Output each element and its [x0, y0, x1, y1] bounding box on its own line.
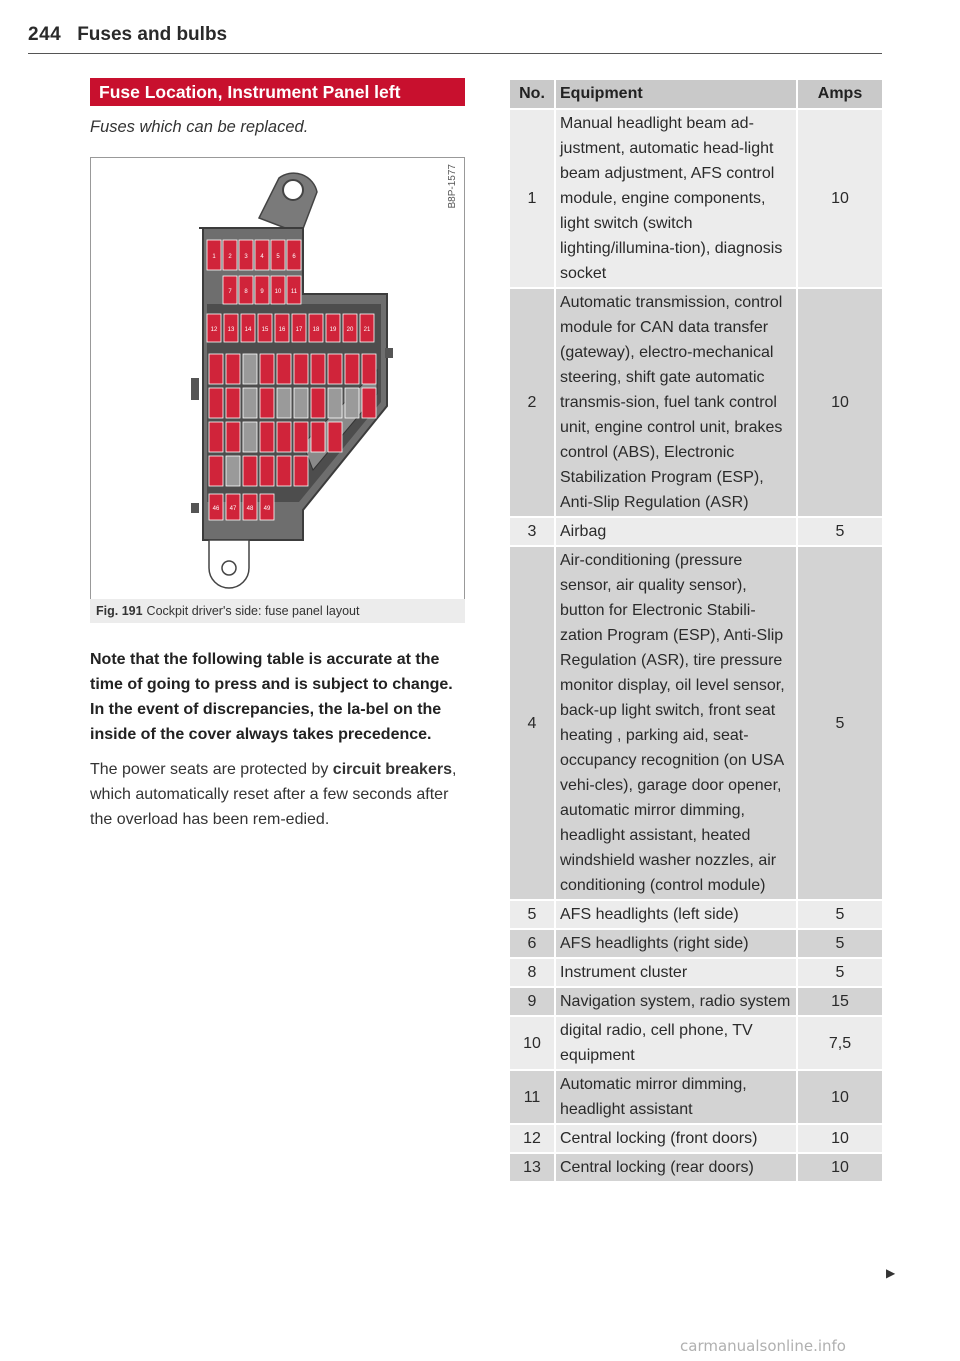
fuse-equipment: Manual headlight beam ad-justment, automatic head-light beam adjustment, AFS control module, engine components, light switch (switch lighting/illumina-tion), diagnosis socket: [554, 110, 796, 287]
fuse-number: 12: [510, 1125, 554, 1152]
table-row: [510, 110, 882, 287]
fuse-label: 49: [263, 506, 271, 512]
continue-arrow-icon: ▶: [886, 1266, 896, 1280]
fuse-slot: [260, 388, 274, 418]
header-equipment: Equipment: [554, 80, 796, 108]
fuse-slot: [311, 422, 325, 452]
fuse-table: [510, 78, 882, 1183]
fuse-label: 20: [346, 327, 354, 333]
fuse-number: 2: [510, 289, 554, 516]
fuse-amps: 7,5: [796, 1017, 882, 1069]
fuse-number: 6: [510, 930, 554, 957]
fuse-equipment: Instrument cluster: [554, 959, 796, 986]
fuse-amps: 5: [796, 959, 882, 986]
left-column: [90, 78, 465, 832]
fuse-number: 3: [510, 518, 554, 545]
section-title: Fuse Location, Instrument Panel left: [90, 78, 465, 106]
fuse-slot: [226, 422, 240, 452]
caption-label: Fig. 191: [96, 604, 143, 618]
table-row: [510, 930, 882, 957]
fuse-number: 4: [510, 547, 554, 899]
fuse-number: 1: [510, 110, 554, 287]
table-header-row: [510, 80, 882, 108]
fuse-label: 9: [260, 289, 264, 295]
fuse-slot: [260, 456, 274, 486]
fuse-slot: [277, 422, 291, 452]
fuse-slot: [362, 388, 376, 418]
fuse-label: 47: [229, 506, 237, 512]
table-row: [510, 289, 882, 516]
mount-hole-top: [283, 180, 303, 200]
fuse-slot: [328, 422, 342, 452]
fuse-slot: [294, 354, 308, 384]
fuse-slot: [260, 422, 274, 452]
fuse-amps: 10: [796, 110, 882, 287]
table-row: [510, 1017, 882, 1069]
fuse-amps: 10: [796, 1125, 882, 1152]
fuse-slot: [243, 354, 257, 384]
fuse-slot: [209, 388, 223, 418]
fuse-slot: [243, 422, 257, 452]
fuse-equipment: AFS headlights (right side): [554, 930, 796, 957]
fuse-slot: [277, 456, 291, 486]
fuse-slot: [294, 388, 308, 418]
page-header: [28, 24, 882, 54]
fuse-slot: [277, 388, 291, 418]
fuse-label: 8: [244, 289, 248, 295]
fuse-slot: [345, 388, 359, 418]
fuse-slot: [260, 354, 274, 384]
fuse-label: 21: [363, 327, 371, 333]
fuse-label: 6: [292, 254, 296, 260]
fuse-slot: [345, 354, 359, 384]
fuse-amps: 10: [796, 1071, 882, 1123]
fuse-panel-diagram: [91, 158, 463, 598]
fuse-slot: [243, 456, 257, 486]
fuse-slot: [226, 354, 240, 384]
fuse-amps: 15: [796, 988, 882, 1015]
table-row: [510, 547, 882, 899]
mount-hole-bottom: [222, 561, 236, 575]
fuse-number: 9: [510, 988, 554, 1015]
fuse-equipment: Automatic transmission, control module for CAN data transfer (gateway), electro-mechanical steering, shift gate automatic transmis-sion, fuel tank control unit, engine control unit, brakes control (ABS), Electronic Stabilization Program (ESP), Anti-Slip Regulation (ASR): [554, 289, 796, 516]
table-row: [510, 988, 882, 1015]
section-subtitle: Fuses which can be replaced.: [90, 118, 309, 136]
fuse-amps: 5: [796, 547, 882, 899]
fuse-label: 19: [329, 327, 337, 333]
fuse-number: 11: [510, 1071, 554, 1123]
fuse-label: 10: [274, 289, 282, 295]
fuse-slot: [328, 354, 342, 384]
chapter-title: Fuses and bulbs: [77, 24, 228, 45]
fuse-label: 2: [228, 254, 232, 260]
circuit-breaker-paragraph: The power seats are protected by circuit breakers, which automatically reset after a few seconds after the overload has been rem-edied.: [90, 761, 457, 828]
fuse-amps: 5: [796, 930, 882, 957]
table-row: [510, 1071, 882, 1123]
fuse-slot: [294, 456, 308, 486]
fuse-slot: [226, 388, 240, 418]
figure-caption: [90, 599, 465, 623]
header-no: No.: [510, 80, 554, 108]
fuse-slot: [328, 388, 342, 418]
fuse-equipment: Central locking (rear doors): [554, 1154, 796, 1181]
fuse-slot: [226, 456, 240, 486]
fuse-slot: [243, 388, 257, 418]
fuse-amps: 10: [796, 289, 882, 516]
fuse-label: 5: [276, 254, 280, 260]
fuse-slot: [294, 422, 308, 452]
fuse-label: 11: [290, 289, 298, 295]
watermark: carmanualsonline.info: [680, 1337, 846, 1355]
table-row: [510, 1154, 882, 1181]
fuse-slot: [311, 388, 325, 418]
fuse-slot: [277, 354, 291, 384]
fuse-label: 16: [278, 327, 286, 333]
fuse-equipment: Air-conditioning (pressure sensor, air quality sensor), button for Electronic Stabili-zation Program (ESP), Anti-Slip Regulation (ASR), tire pressure monitor display, oil level sensor, back-up light switch, front seat heating , parking aid, seat-occupancy recognition (on USA vehi-cles), garage door opener, automatic mirror dimming, headlight assistant, heated windshield washer nozzles, air conditioning (control module): [554, 547, 796, 899]
note-text: Note that the following table is accurate at the time of going to press and is subject to change. In the event of discrepancies, the la-bel on the inside of the cover always takes precedence.: [90, 651, 453, 743]
table-row: [510, 518, 882, 545]
page-number: 244: [28, 24, 62, 45]
fuse-label: 18: [312, 327, 320, 333]
fuse-equipment: Navigation system, radio system: [554, 988, 796, 1015]
fuse-label: 13: [227, 327, 235, 333]
fuse-label: 3: [244, 254, 248, 260]
fuse-label: 4: [260, 254, 264, 260]
table-row: [510, 901, 882, 928]
fuse-label: 12: [210, 327, 218, 333]
fuse-number: 13: [510, 1154, 554, 1181]
fuse-label: 14: [244, 327, 252, 333]
fuse-number: 8: [510, 959, 554, 986]
fuse-equipment: Automatic mirror dimming, headlight assistant: [554, 1071, 796, 1123]
fuse-slot: [311, 354, 325, 384]
figure-code: B8P-1577: [447, 164, 458, 209]
fuse-label: 7: [228, 289, 232, 295]
fuse-label: 48: [246, 506, 254, 512]
fuse-number: 10: [510, 1017, 554, 1069]
fuse-amps: 10: [796, 1154, 882, 1181]
fuse-amps: 5: [796, 901, 882, 928]
fuse-equipment: Airbag: [554, 518, 796, 545]
fuse-equipment: AFS headlights (left side): [554, 901, 796, 928]
fuse-equipment: digital radio, cell phone, TV equipment: [554, 1017, 796, 1069]
table-body: [510, 110, 882, 1181]
fuse-amps: 5: [796, 518, 882, 545]
fuse-panel-figure: [90, 157, 465, 599]
fuse-slot: [209, 354, 223, 384]
fuse-equipment: Central locking (front doors): [554, 1125, 796, 1152]
table-row: [510, 1125, 882, 1152]
table-row: [510, 959, 882, 986]
fuse-slot: [209, 456, 223, 486]
fuse-label: 17: [295, 327, 303, 333]
fuse-number: 5: [510, 901, 554, 928]
caption-text: Cockpit driver's side: fuse panel layout: [146, 604, 360, 618]
header-amps: Amps: [796, 80, 882, 108]
fuse-label: 15: [261, 327, 269, 333]
circuit-breakers-term: circuit breakers: [332, 761, 452, 778]
fuse-label: 46: [212, 506, 220, 512]
fuse-slot: [362, 354, 376, 384]
fuse-label: 1: [212, 254, 216, 260]
fuse-slot: [209, 422, 223, 452]
